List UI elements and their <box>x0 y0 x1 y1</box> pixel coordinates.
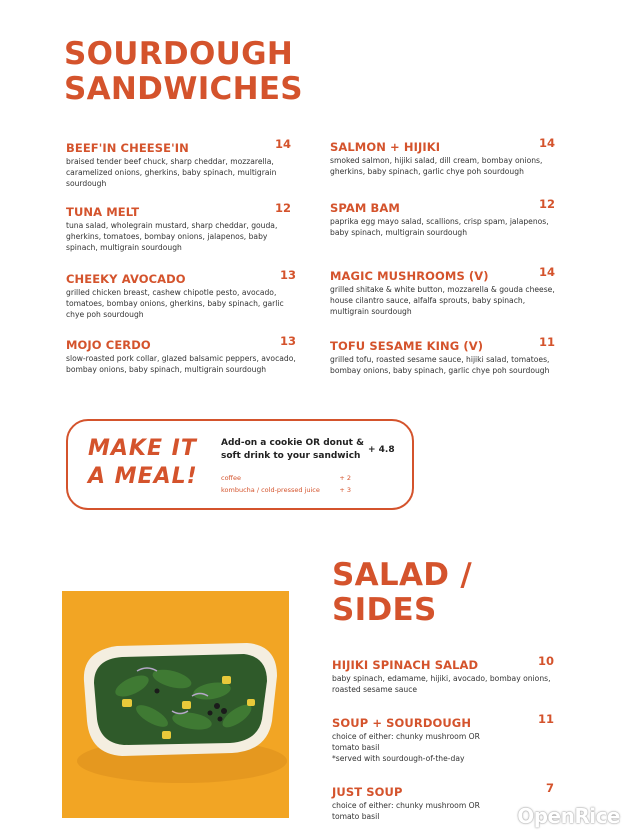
item-description: grilled chicken breast, cashew chipotle pesto, avocado, tomatoes, bombay onions, gherkins, baby spinach, garlic chye poh sourdough <box>66 288 284 319</box>
section-title-sandwiches <box>64 37 303 107</box>
item-description: tuna salad, wholegrain mustard, sharp cheddar, gouda, gherkins, tomatoes, bombay onions, jalapenos, baby spinach, multigrain sourdough <box>66 221 278 252</box>
item-price: 12 <box>538 197 555 211</box>
menu-item-tuna-melt <box>66 201 291 253</box>
item-description: choice of either: chunky mushroom OR tomato basil <box>332 732 480 752</box>
title-line: SIDES <box>332 592 437 628</box>
title-line: SOURDOUGH <box>64 36 294 72</box>
meal-option-price: + 3 <box>339 486 351 494</box>
title-line: SALAD / <box>332 557 473 593</box>
openrice-watermark: OpenRice <box>517 804 620 828</box>
meal-option-coffee <box>221 474 351 482</box>
title-line: SANDWICHES <box>64 71 303 107</box>
item-description: grilled shitake & white button, mozzarella & gouda cheese, house cilantro sauce, alfalfa sprouts, baby spinach, multigrain sourdough <box>330 285 555 316</box>
item-description: smoked salmon, hijiki salad, dill cream, bombay onions, gherkins, baby spinach, garlic chye poh sourdough <box>330 156 543 176</box>
item-name: SPAM BAM <box>330 201 400 215</box>
menu-item-salmon-hijiki <box>330 136 555 177</box>
menu-item-cheeky-avocado <box>66 268 296 320</box>
item-name: CHEEKY AVOCADO <box>66 272 186 286</box>
item-note: *served with sourdough-of-the-day <box>332 754 465 763</box>
item-name: SALMON + HIJIKI <box>330 140 441 154</box>
item-price: 14 <box>538 265 555 279</box>
meal-option-kombucha <box>221 486 351 494</box>
item-name: MOJO CERDO <box>66 338 151 352</box>
menu-item-soup-sourdough <box>332 712 554 764</box>
meal-addon-price: + 4.8 <box>368 445 395 455</box>
item-price: 14 <box>274 137 291 151</box>
item-price: 7 <box>545 781 554 795</box>
item-name: TOFU SESAME KING (V) <box>330 339 484 353</box>
meal-addon-text: Add-on a cookie OR donut & soft drink to your sandwich <box>221 438 364 461</box>
item-name: SOUP + SOURDOUGH <box>332 716 472 730</box>
item-price: 10 <box>537 654 554 668</box>
menu-item-magic-mushrooms <box>330 265 555 317</box>
menu-item-tofu-sesame-king <box>330 335 555 376</box>
salad-bowl-illustration <box>62 591 289 818</box>
item-price: 13 <box>279 334 296 348</box>
meal-callout-line: MAKE IT <box>88 436 197 461</box>
meal-option-label: coffee <box>221 474 242 482</box>
salad-bowl-image <box>62 591 289 818</box>
meal-callout-line: A MEAL! <box>88 464 198 489</box>
item-name: MAGIC MUSHROOMS (V) <box>330 269 489 283</box>
item-price: 11 <box>538 335 555 349</box>
item-name: TUNA MELT <box>66 205 140 219</box>
meal-option-label: kombucha / cold-pressed juice <box>221 486 320 494</box>
item-price: 14 <box>538 136 555 150</box>
meal-callout <box>88 435 198 491</box>
menu-item-spam-bam <box>330 197 555 238</box>
item-description: baby spinach, edamame, hijiki, avocado, bombay onions, roasted sesame sauce <box>332 674 551 694</box>
meal-option-price: + 2 <box>339 474 351 482</box>
item-name: HIJIKI SPINACH SALAD <box>332 658 479 672</box>
menu-item-beefin-cheesein <box>66 137 291 189</box>
item-name: JUST SOUP <box>332 785 403 799</box>
item-price: 11 <box>537 712 554 726</box>
item-description: paprika egg mayo salad, scallions, crisp spam, jalapenos, baby spinach, multigrain sourdough <box>330 217 549 237</box>
item-price: 12 <box>274 201 291 215</box>
menu-item-mojo-cerdo <box>66 334 296 375</box>
item-price: 13 <box>279 268 296 282</box>
make-it-a-meal-box <box>66 419 414 510</box>
item-description: slow-roasted pork collar, glazed balsamic peppers, avocado, bombay onions, baby spinach, multigrain sourdough <box>66 354 296 374</box>
item-description: braised tender beef chuck, sharp cheddar, mozzarella, caramelized onions, gherkins, baby spinach, multigrain sourdough <box>66 157 277 188</box>
menu-item-hijiki-spinach-salad <box>332 654 554 695</box>
section-title-salad-sides <box>332 558 472 628</box>
item-description: grilled tofu, roasted sesame sauce, hijiki salad, tomatoes, bombay onions, baby spinach, garlic chye poh sourdough <box>330 355 550 375</box>
item-description: choice of either: chunky mushroom OR tomato basil <box>332 801 480 821</box>
item-name: BEEF'IN CHEESE'IN <box>66 141 189 155</box>
